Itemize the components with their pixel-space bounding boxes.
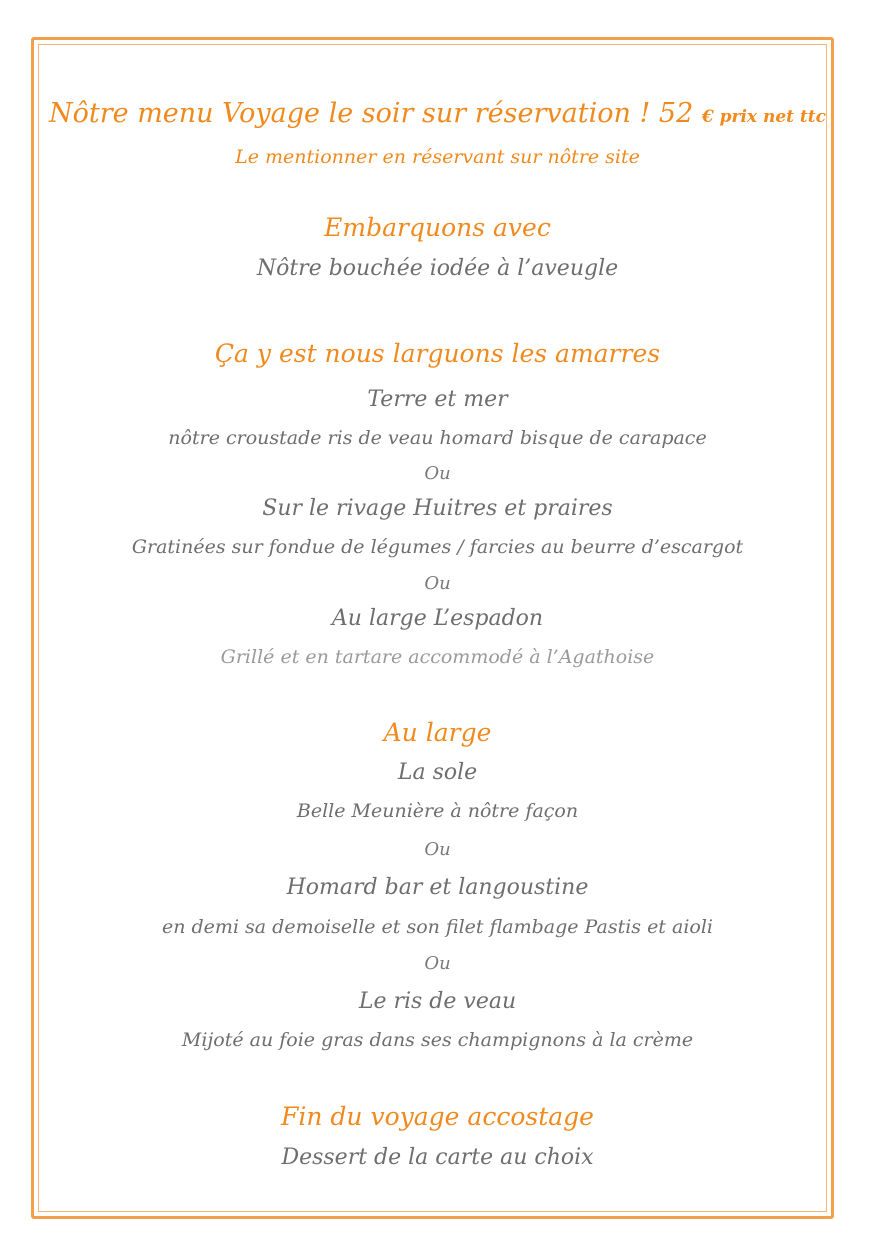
menu-price-suffix: € prix net ttc [701, 107, 826, 127]
section-heading-fin-du-voyage: Fin du voyage accostage [281, 1102, 594, 1131]
section-heading-amarres: Ça y est nous larguons les amarres [214, 339, 661, 368]
dish-description: Gratinées sur fondue de légumes / farcies au beurre d’escargot [131, 536, 744, 558]
dish-description: Grillé et en tartare accommodé à l’Agathoise [220, 646, 655, 668]
menu-subtitle: Le mentionner en réservant sur nôtre site [235, 146, 640, 168]
section-heading-embarquons: Embarquons avec [324, 213, 551, 242]
dish-line: Dessert de la carte au choix [281, 1145, 594, 1170]
dish-description: Mijoté au foie gras dans ses champignons à la crème [181, 1029, 694, 1051]
dish-description: en demi sa demoiselle et son filet flambage Pastis et aioli [162, 916, 713, 938]
dish-title: Au large L’espadon [331, 606, 544, 631]
dish-title: Homard bar et langoustine [286, 875, 589, 900]
dish-description: Belle Meunière à nôtre façon [296, 800, 579, 822]
dish-title: Terre et mer [367, 387, 508, 412]
or-separator: Ou [424, 573, 451, 594]
dish-line: Nôtre bouchée iodée à l’aveugle [256, 256, 619, 281]
dish-title: La sole [397, 760, 478, 785]
dish-title: Sur le rivage Huitres et praires [262, 496, 613, 521]
or-separator: Ou [424, 953, 451, 974]
menu-title-text: Nôtre menu Voyage le soir sur réservation ! [49, 98, 651, 129]
menu-title [0, 100, 875, 127]
menu-price: 52 [658, 98, 694, 129]
dish-title: Le ris de veau [358, 989, 517, 1014]
section-heading-au-large: Au large [383, 718, 492, 747]
or-separator: Ou [424, 463, 451, 484]
dish-description: nôtre croustade ris de veau homard bisque de carapace [168, 427, 707, 449]
or-separator: Ou [424, 839, 451, 860]
